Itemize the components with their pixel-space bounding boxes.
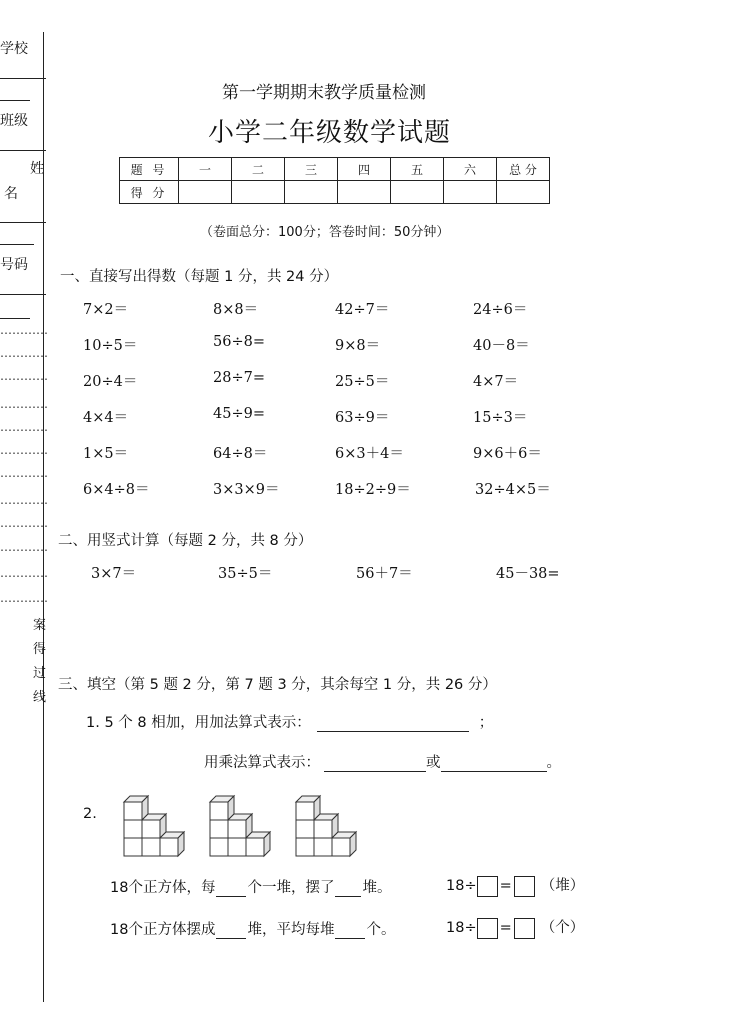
exam-subtitle: 第一学期期末教学质量检测 (222, 83, 426, 103)
cube-stack (124, 796, 184, 856)
q1-semicolon: ； (478, 715, 494, 731)
exam-note: （卷面总分：100分；答卷时间：50分钟） (200, 225, 450, 240)
seal-char: 线 (33, 690, 47, 705)
cut-dots: ………… (0, 420, 48, 434)
math-item: 15÷3＝ (473, 410, 528, 426)
equals-sign: = (499, 920, 512, 936)
q2-text: 18个正方体，每 (110, 880, 216, 896)
math-item: 6×3＋4＝ (335, 446, 404, 462)
math-item: 56÷8= (213, 334, 265, 350)
score-cell: 总 分 (497, 158, 550, 181)
score-entry-cell[interactable] (444, 181, 497, 204)
name-label-bottom: 名 (4, 186, 18, 202)
q2-text: 个。 (366, 922, 396, 938)
q1-mult-blank-2[interactable] (441, 755, 547, 772)
q1-mult-line (204, 751, 561, 772)
cut-dots: ………… (0, 540, 48, 554)
name-label-top: 姓 (30, 161, 44, 177)
math-item: 20÷4＝ (83, 374, 138, 390)
q2-text: 18个正方体摆成 (110, 922, 216, 938)
equals-sign: = (499, 878, 512, 894)
score-row-label: 得 分 (120, 181, 179, 204)
score-entry-cell[interactable] (338, 181, 391, 204)
cut-dots: ………… (0, 346, 48, 360)
math-item: 7×2＝ (83, 302, 129, 318)
q2-line-2 (110, 918, 395, 939)
math-item: 4×4＝ (83, 410, 129, 426)
math-item: 8×8＝ (213, 302, 259, 318)
seal-char: 得 (33, 642, 47, 657)
answer-box[interactable] (477, 918, 498, 939)
math-item: 42÷7＝ (335, 302, 390, 318)
score-cell: 二 (232, 158, 285, 181)
section1-heading: 一、直接写出得数（每题 1 分，共 24 分） (60, 269, 339, 285)
cut-dots: ………… (0, 466, 48, 480)
cube-stack (296, 796, 356, 856)
math-item: 40－8＝ (473, 338, 530, 354)
score-entry-cell[interactable] (497, 181, 550, 204)
cube-stack (210, 796, 270, 856)
q1-period: 。 (546, 755, 561, 771)
score-cell: 题 号 (120, 158, 179, 181)
math-item: 32÷4×5＝ (475, 482, 551, 498)
cut-dots: ………… (0, 493, 48, 507)
q2-text: 堆，平均每堆 (247, 922, 335, 938)
seal-char: 案 (33, 618, 47, 633)
math-item: 45÷9= (213, 406, 265, 422)
class-top-line (0, 100, 30, 101)
cut-dots: ………… (0, 443, 48, 457)
score-table-header-row (120, 158, 550, 181)
exam-title: 小学二年级数学试题 (208, 118, 452, 148)
q1-mult-text: 用乘法算式表示： (204, 755, 320, 771)
q1-or: 或 (426, 755, 441, 771)
score-table-score-row (120, 181, 550, 204)
section2-heading: 二、用竖式计算（每题 2 分，共 8 分） (58, 533, 313, 549)
q2-piles-blank[interactable] (335, 880, 361, 897)
cut-dots: ………… (0, 566, 48, 580)
q2-equation-2 (446, 916, 584, 939)
math-item: 63÷9＝ (335, 410, 390, 426)
number-top-line (0, 244, 34, 245)
math-item: 3×3×9＝ (213, 482, 280, 498)
math-item: 25÷5＝ (335, 374, 390, 390)
q1-mult-blank-1[interactable] (324, 755, 426, 772)
cut-dots: ………… (0, 397, 48, 411)
q2-text: 个一堆，摆了 (247, 880, 335, 896)
q2-per-pile-blank[interactable] (216, 880, 246, 897)
q2-equation-text: 18÷ (446, 878, 477, 894)
math-item: 9×6＋6＝ (473, 446, 542, 462)
score-cell: 四 (338, 158, 391, 181)
math-item: 6×4÷8＝ (83, 482, 150, 498)
score-cell: 三 (285, 158, 338, 181)
q1-addition-blank[interactable] (317, 715, 469, 732)
math-item: 18÷2÷9＝ (335, 482, 411, 498)
name-line (0, 222, 46, 223)
answer-box[interactable] (514, 876, 535, 897)
math-item: 9×8＝ (335, 338, 381, 354)
math-item: 64÷8＝ (213, 446, 268, 462)
score-cell: 五 (391, 158, 444, 181)
school-line (0, 78, 46, 79)
unit-label: （个） (540, 920, 585, 936)
score-table (119, 157, 550, 204)
score-entry-cell[interactable] (285, 181, 338, 204)
answer-box[interactable] (477, 876, 498, 897)
q2-each-blank[interactable] (335, 922, 365, 939)
math-item: 28÷7= (213, 370, 265, 386)
score-cell: 六 (444, 158, 497, 181)
q2-text: 堆。 (362, 880, 392, 896)
class-line (0, 150, 46, 151)
cut-dots: ………… (0, 323, 48, 337)
q2-number: 2. (83, 806, 97, 822)
q2-equation-text: 18÷ (446, 920, 477, 936)
vertical-calc-item: 3×7＝ (91, 566, 137, 582)
cube-stacks-figure (120, 792, 370, 866)
section3-heading: 三、填空（第 5 题 2 分，第 7 题 3 分，其余每空 1 分，共 26 分） (58, 677, 497, 693)
school-label: 学校 (0, 41, 28, 57)
cut-dots: ………… (0, 516, 48, 530)
seal-char: 过 (33, 666, 47, 681)
score-entry-cell[interactable] (391, 181, 444, 204)
score-cell: 一 (179, 158, 232, 181)
class-label: 班级 (0, 113, 28, 129)
cut-dots: ………… (0, 591, 48, 605)
unit-label: （堆） (540, 878, 585, 894)
number-label: 号码 (0, 257, 28, 273)
score-entry-cell[interactable] (232, 181, 285, 204)
math-item: 24÷6＝ (473, 302, 528, 318)
cut-dots: ………… (0, 369, 48, 383)
math-item: 4×7＝ (473, 374, 519, 390)
q1-line (86, 711, 493, 732)
q2-line-1 (110, 876, 391, 897)
answer-box[interactable] (514, 918, 535, 939)
vertical-calc-item: 45－38= (496, 566, 560, 582)
number-line (0, 294, 46, 295)
math-item: 10÷5＝ (83, 338, 138, 354)
score-entry-cell[interactable] (179, 181, 232, 204)
q2-equation-1 (446, 874, 584, 897)
q2-pile-count-blank[interactable] (216, 922, 246, 939)
vertical-calc-item: 35÷5＝ (218, 566, 273, 582)
vertical-calc-item: 56＋7＝ (356, 566, 413, 582)
math-item: 1×5＝ (83, 446, 129, 462)
q1-text: 1. 5 个 8 相加，用加法算式表示： (86, 715, 311, 731)
number-bottom-line (0, 318, 30, 319)
